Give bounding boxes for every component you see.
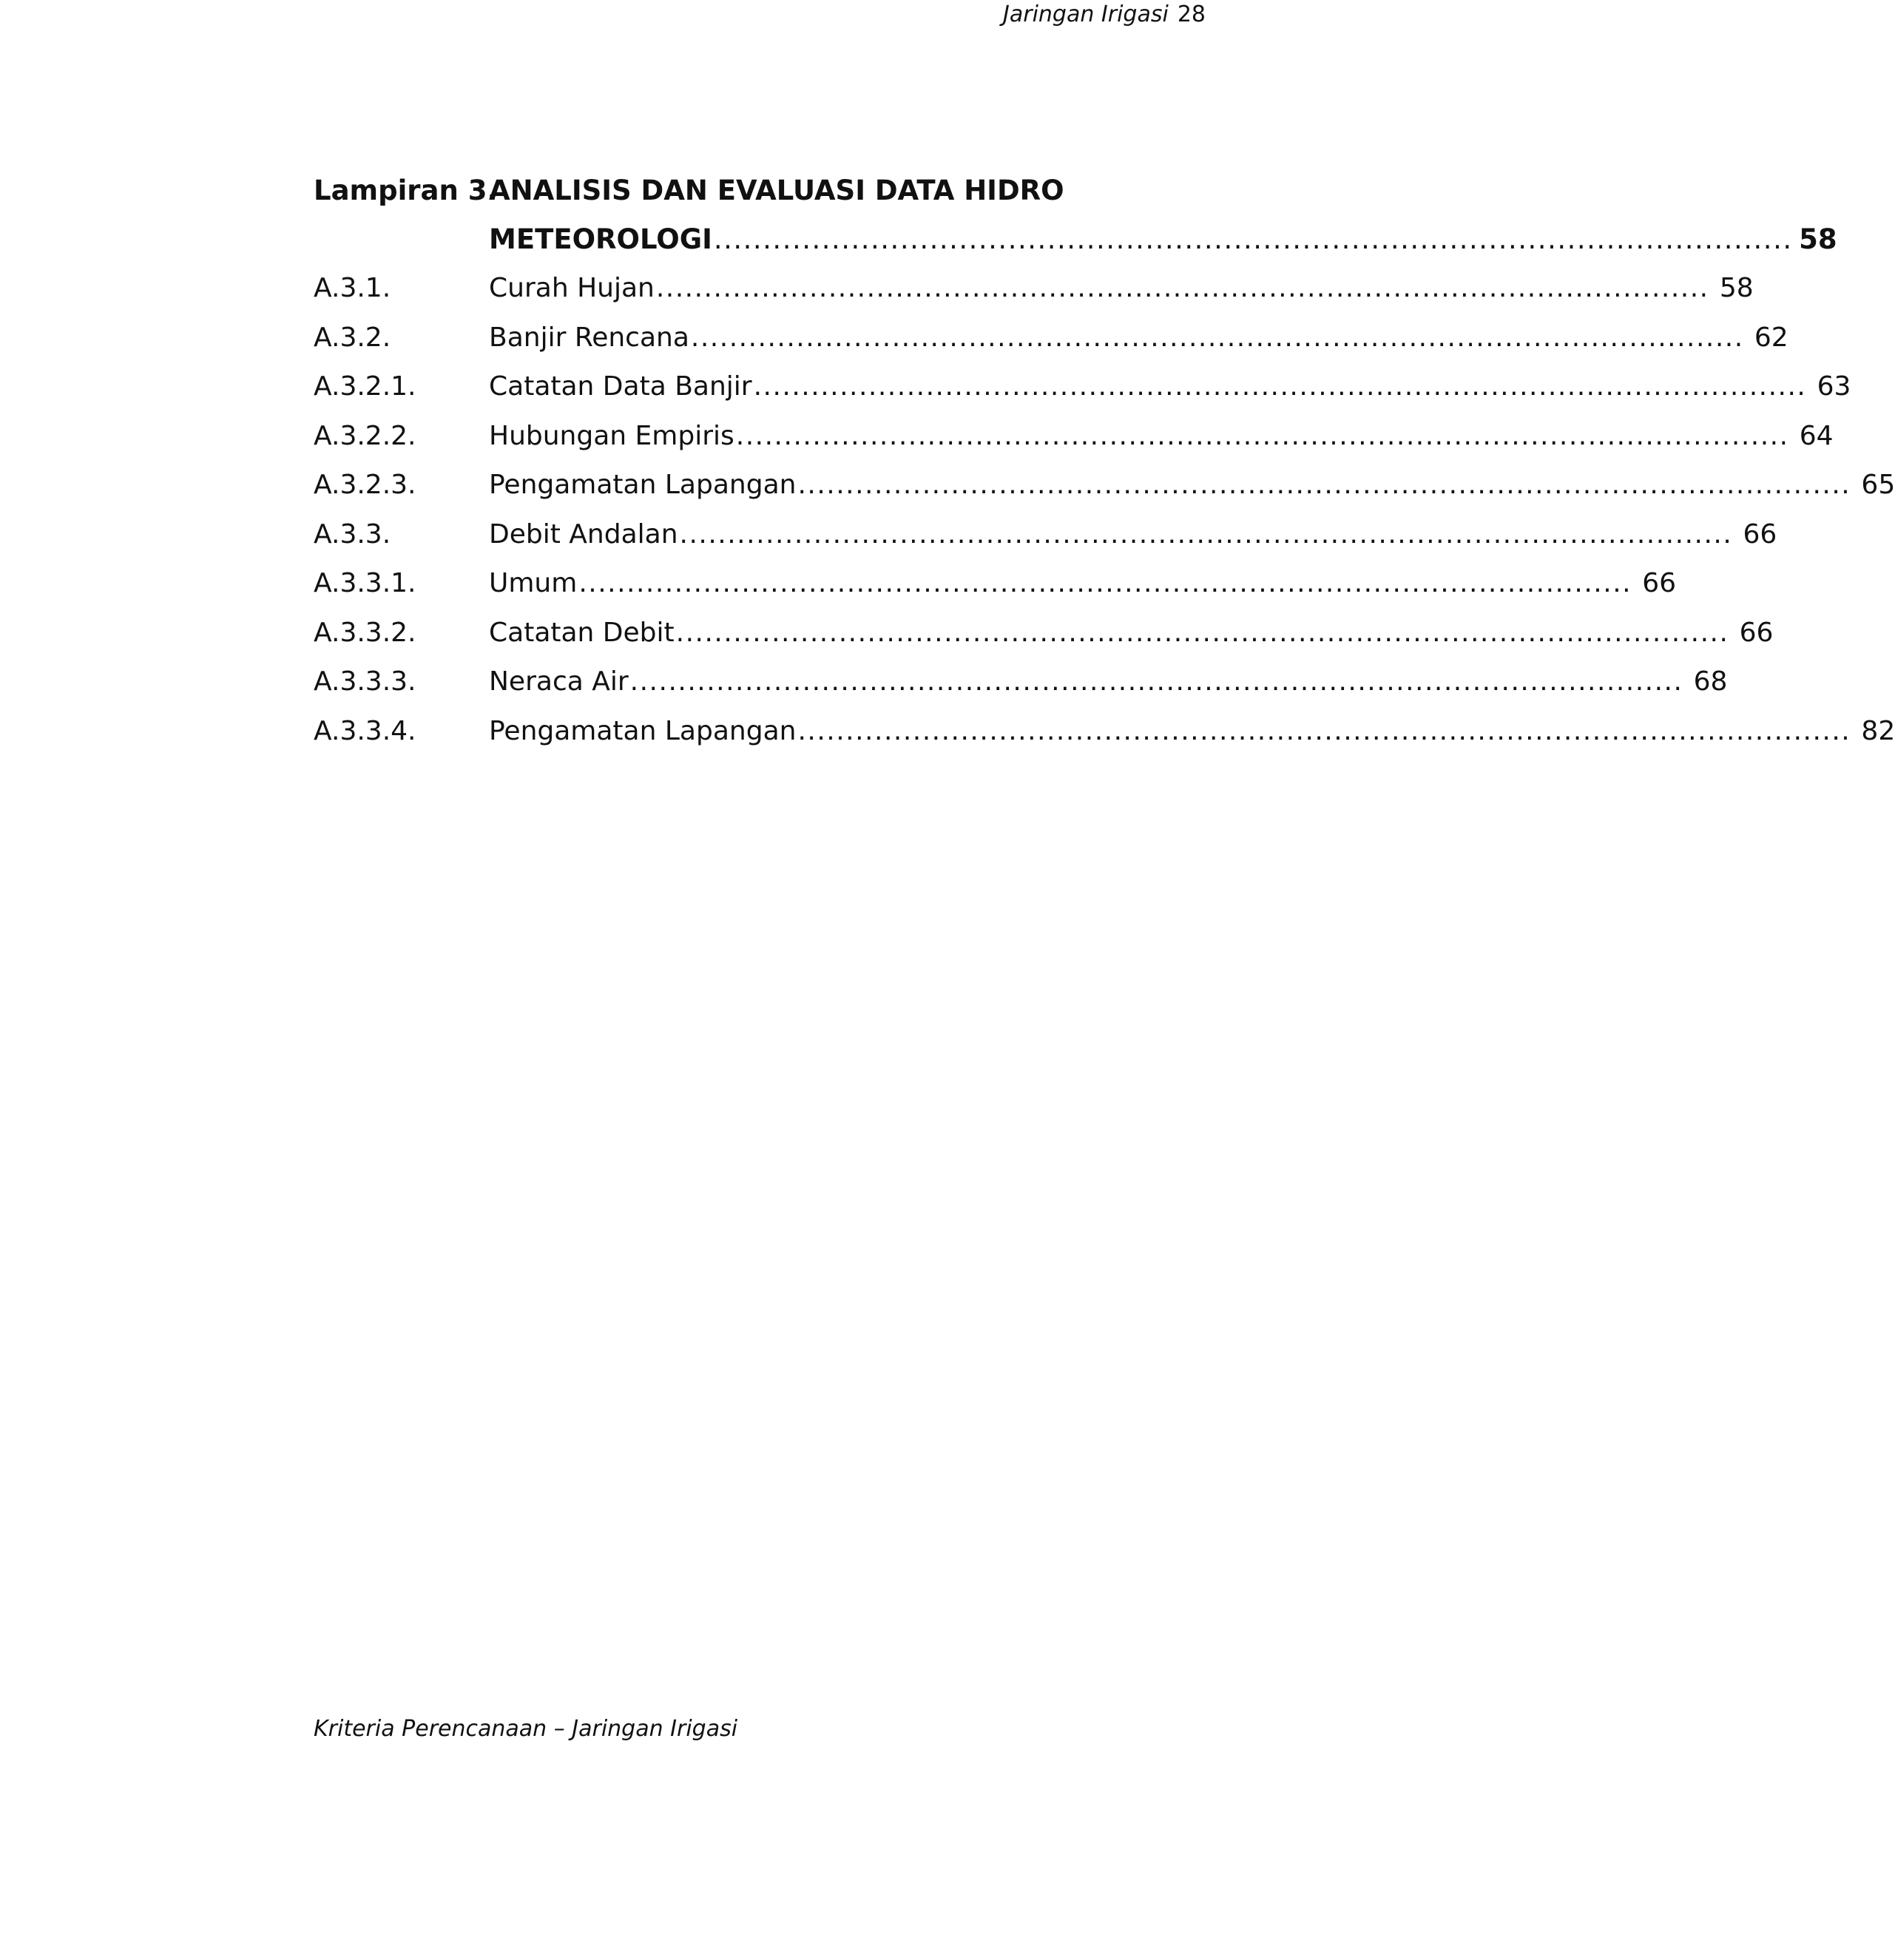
entry-number: A.3.2. (314, 322, 391, 353)
running-footer: Kriteria Perencanaan – Jaringan Irigasi (314, 1716, 738, 1742)
dot-leader: .............................................................................................................. (753, 371, 1807, 402)
entry-title: Catatan Debit (489, 617, 675, 648)
entry-number: A.3.2.1. (314, 371, 416, 402)
entry-title: Debit Andalan (489, 518, 678, 550)
dot-leader: .............................................................................................................. (797, 470, 1851, 500)
toc-entry[interactable] (314, 516, 1777, 565)
entry-number: A.3.3.2. (314, 617, 416, 648)
entry-row (489, 269, 1754, 308)
entry-page-number: 64 (1799, 420, 1834, 451)
entry-title: Umum (489, 568, 578, 598)
toc-entry[interactable] (314, 663, 1728, 712)
toc-entry[interactable] (314, 466, 1895, 516)
entry-title: Catatan Data Banjir (489, 371, 752, 402)
dot-leader: .............................................................................................................. (797, 715, 1851, 746)
entry-page-number: 63 (1817, 371, 1851, 402)
entry-row (489, 319, 1788, 357)
entry-row (489, 466, 1895, 504)
dot-leader: .............................................................................................................. (679, 518, 1733, 550)
dot-leader: .............................................................................................................. (629, 666, 1683, 697)
dot-leader: .............................................................................................................. (713, 223, 1793, 255)
entry-number: A.3.1. (314, 273, 391, 303)
entry-number: A.3.3.1. (314, 568, 416, 598)
entry-title: Pengamatan Lapangan (489, 715, 797, 746)
toc-entry[interactable] (314, 269, 1754, 319)
entry-page-number: 66 (1642, 568, 1677, 598)
dot-leader: .............................................................................................................. (735, 420, 1789, 451)
running-header (1003, 0, 1206, 30)
dot-leader: .............................................................................................................. (578, 568, 1632, 598)
entry-row (489, 614, 1774, 652)
entry-page-number: 65 (1861, 470, 1895, 500)
header-page-number: 28 (1177, 1, 1206, 27)
entry-number: A.3.2.2. (314, 420, 416, 451)
header-title: Jaringan Irigasi (1003, 1, 1169, 27)
entry-row (489, 417, 1834, 456)
entry-page-number: 82 (1861, 715, 1895, 746)
section-title-line2: METEOROLOGI (489, 223, 712, 255)
toc-entry[interactable] (314, 417, 1834, 467)
dot-leader: .............................................................................................................. (675, 617, 1729, 648)
entry-number: A.3.3.3. (314, 666, 416, 697)
entry-number: A.3.3. (314, 518, 391, 550)
entry-title: Banjir Rencana (489, 322, 689, 353)
dot-leader: .............................................................................................................. (655, 273, 1709, 303)
section-page-number: 58 (1799, 223, 1837, 255)
entry-title: Pengamatan Lapangan (489, 470, 797, 500)
entry-number: A.3.2.3. (314, 470, 416, 500)
entry-page-number: 68 (1693, 666, 1728, 697)
section-title-row (489, 220, 1837, 259)
entry-title: Neraca Air (489, 666, 629, 697)
table-of-contents (314, 172, 1895, 761)
dot-leader: .............................................................................................................. (690, 322, 1744, 353)
entry-page-number: 62 (1754, 322, 1788, 353)
entry-title: Curah Hujan (489, 273, 655, 303)
entry-page-number: 66 (1739, 617, 1774, 648)
entry-page-number: 66 (1743, 518, 1777, 550)
toc-entry[interactable] (314, 564, 1677, 614)
entry-number: A.3.3.4. (314, 715, 416, 746)
entry-page-number: 58 (1719, 273, 1754, 303)
toc-entry[interactable] (314, 319, 1788, 368)
entry-row (489, 712, 1895, 751)
toc-section-heading[interactable] (314, 172, 1837, 269)
section-label: Lampiran 3. (314, 175, 498, 206)
toc-entry[interactable] (314, 614, 1774, 663)
entry-row (489, 564, 1677, 603)
toc-entry[interactable] (314, 368, 1851, 417)
entry-row (489, 663, 1728, 701)
toc-entry[interactable] (314, 712, 1895, 762)
entry-row (489, 368, 1851, 406)
section-title-line1: ANALISIS DAN EVALUASI DATA HIDRO (489, 175, 1064, 206)
entry-row (489, 516, 1777, 554)
entry-title: Hubungan Empiris (489, 420, 734, 451)
